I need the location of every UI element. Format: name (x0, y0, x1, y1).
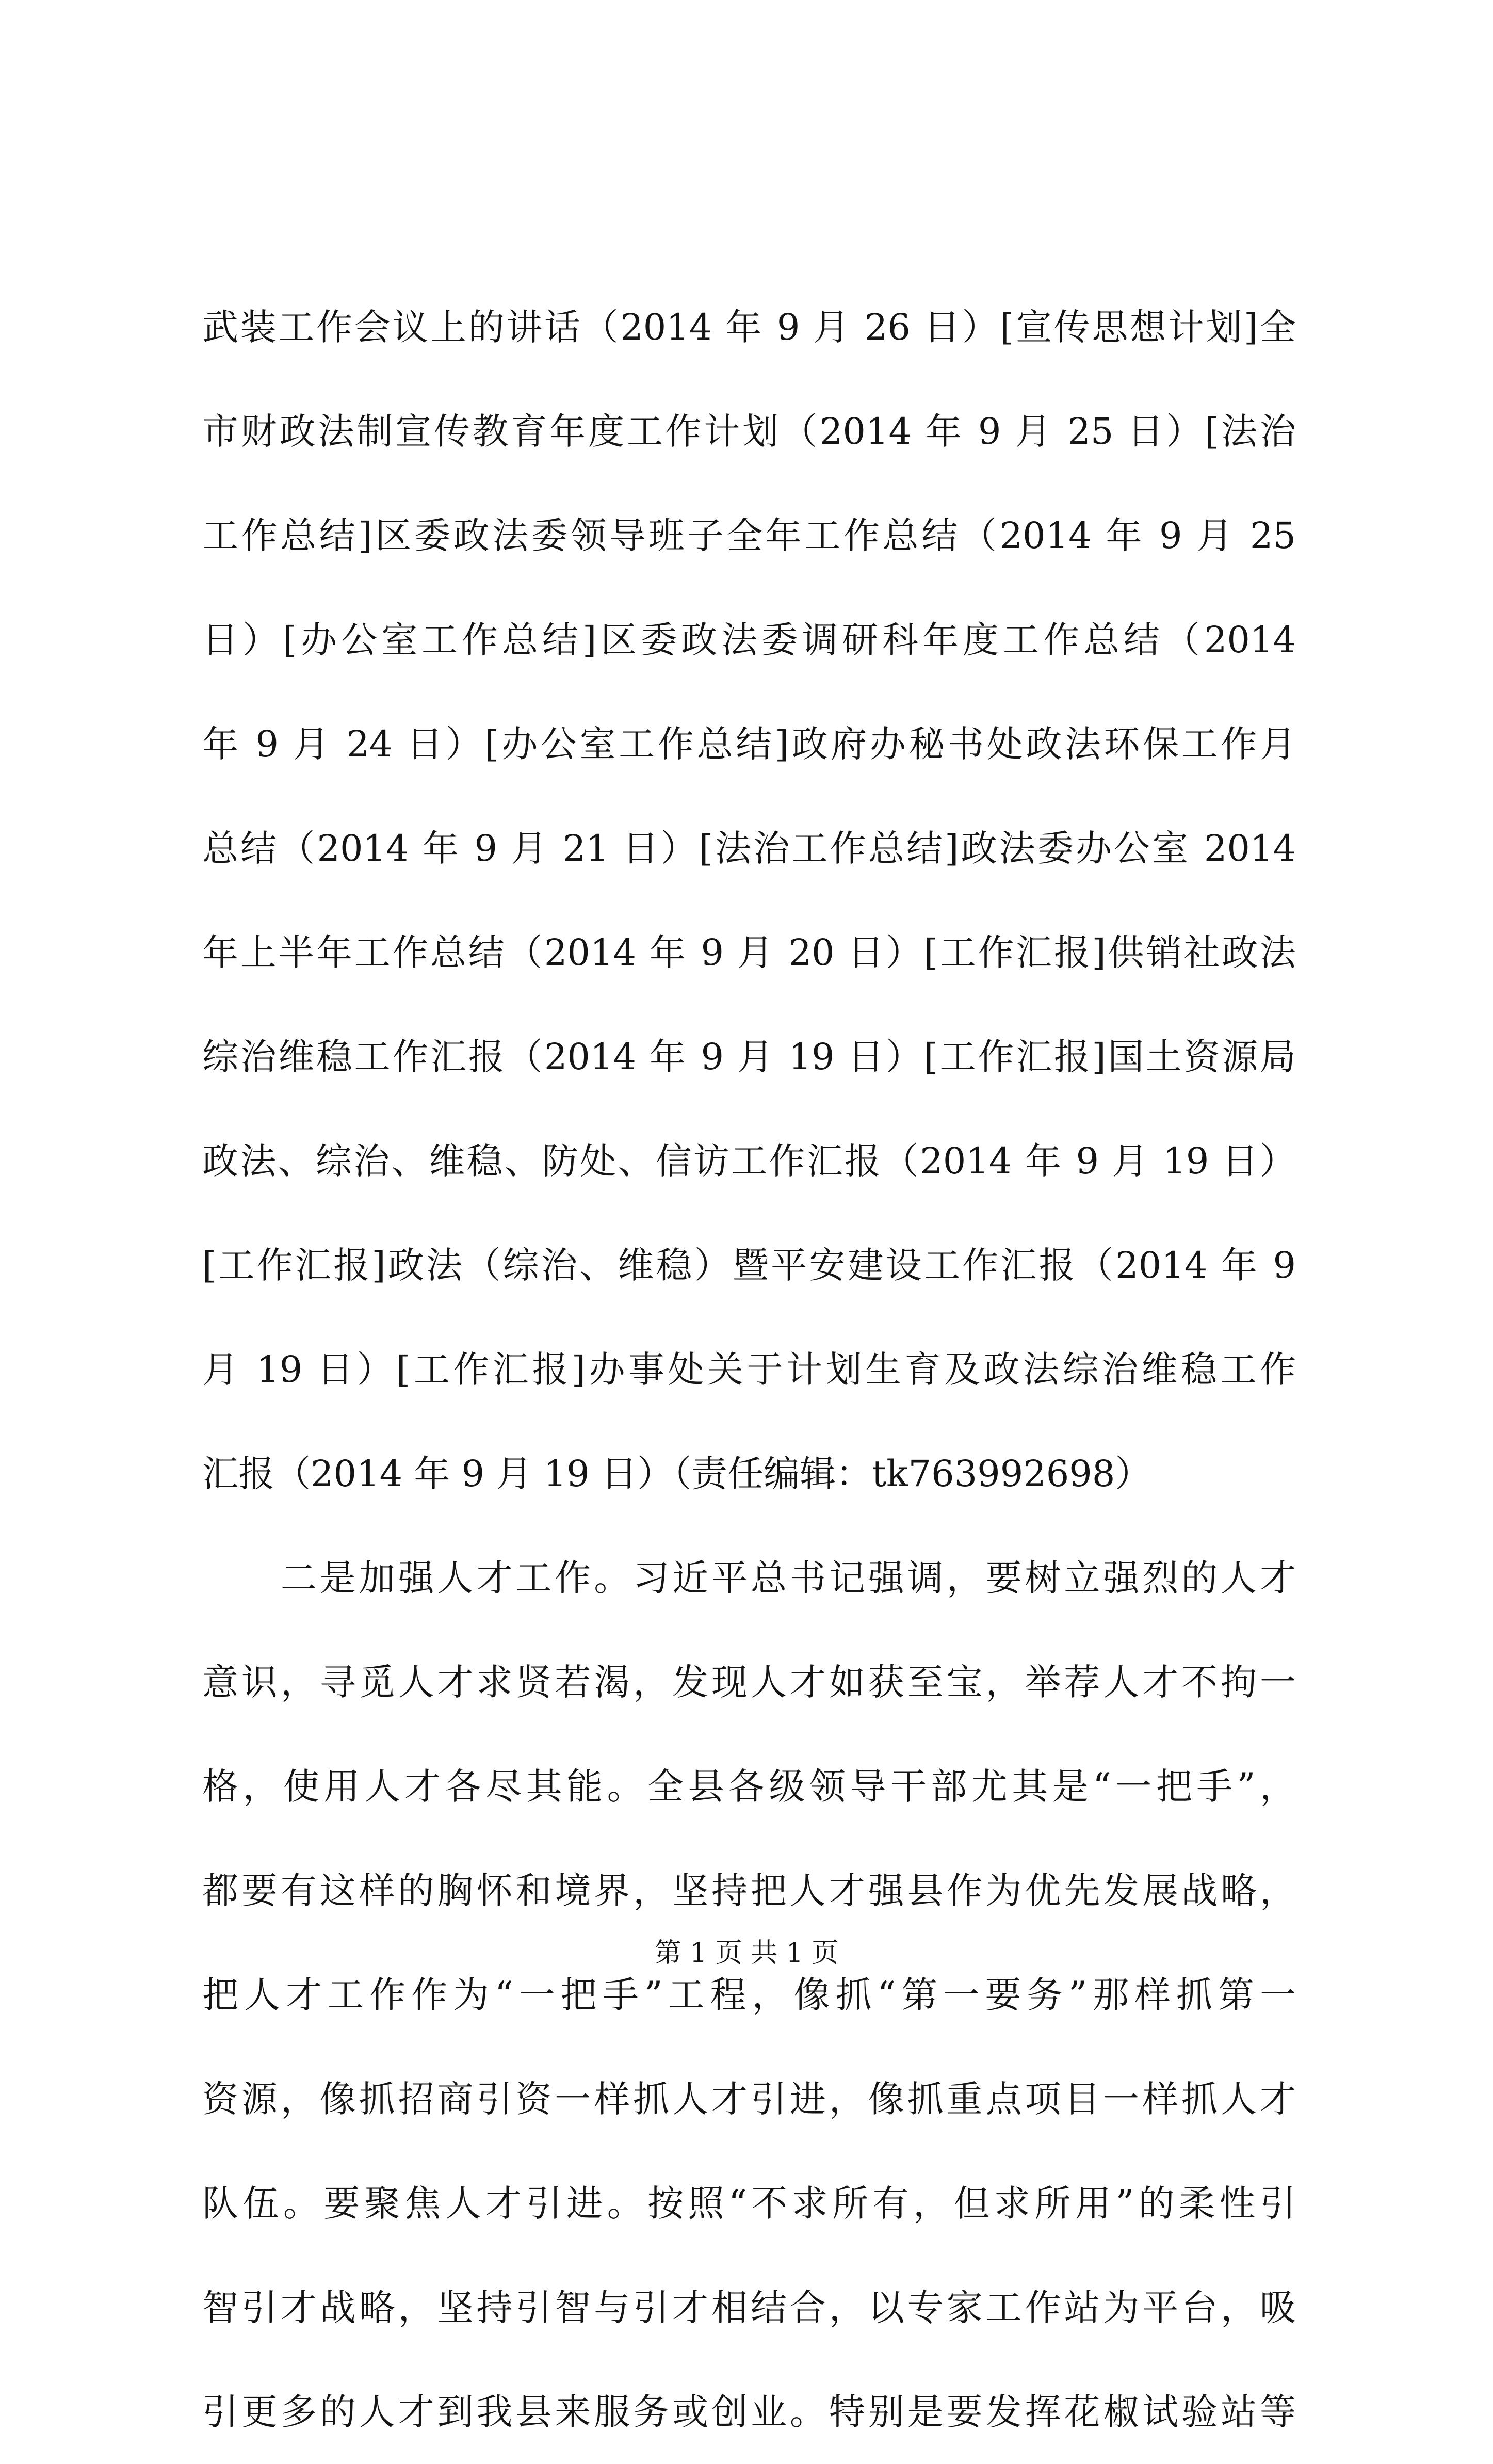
text-line: [工作汇报]政法（综治、维稳）暨平安建设工作汇报（2014 年 9 (202, 1244, 1296, 1286)
page-footer: 第 1 页 共 1 页 (654, 1938, 839, 1969)
text-line: 格，使用人才各尽其能。全县各级领导干部尤其是“一把手”， (202, 1765, 1296, 1808)
text-line: 总结（2014 年 9 月 21 日）[法治工作总结]政法委办公室 2014 (202, 827, 1296, 869)
text-line: 智引才战略，坚持引智与引才相结合，以专家工作站为平台，吸 (202, 2286, 1296, 2329)
text-line: 年 9 月 24 日）[办公室工作总结]政府办秘书处政法环保工作月 (202, 723, 1296, 765)
paragraph-first-line: 二是加强人才工作。习近平总书记强调，要树立强烈的人才 (202, 1557, 1296, 1599)
text-line: 市财政法制宣传教育年度工作计划（2014 年 9 月 25 日）[法治 (202, 410, 1296, 453)
text-line: 政法、综治、维稳、防处、信访工作汇报（2014 年 9 月 19 日） (202, 1140, 1296, 1182)
text-line: 汇报（2014 年 9 月 19 日）（责任编辑：tk763992698） (202, 1453, 1151, 1495)
text-line: 工作总结]区委政法委领导班子全年工作总结（2014 年 9 月 25 (202, 514, 1296, 557)
text-line: 武装工作会议上的讲话（2014 年 9 月 26 日）[宣传思想计划]全 (202, 306, 1296, 348)
text-line: 把人才工作作为“一把手”工程，像抓“第一要务”那样抓第一 (202, 1974, 1296, 2016)
text-line: 意识，寻觅人才求贤若渴，发现人才如获至宝，举荐人才不拘一 (202, 1661, 1296, 1703)
text-line: 月 19 日）[工作汇报]办事处关于计划生育及政法综治维稳工作 (202, 1348, 1296, 1391)
text-line: 队伍。要聚焦人才引进。按照“不求所有，但求所用”的柔性引 (202, 2182, 1296, 2225)
text-line: 资源，像抓招商引资一样抓人才引进，像抓重点项目一样抓人才 (202, 2078, 1296, 2120)
text-line: 年上半年工作总结（2014 年 9 月 20 日）[工作汇报]供销社政法 (202, 931, 1296, 974)
text-line: 日）[办公室工作总结]区委政法委调研科年度工作总结（2014 (202, 619, 1296, 661)
text-line: 综治维稳工作汇报（2014 年 9 月 19 日）[工作汇报]国土资源局 (202, 1036, 1296, 1078)
text-line: 引更多的人才到我县来服务或创业。特别是要发挥花椒试验站等 (202, 2391, 1296, 2433)
body-text (202, 275, 1296, 2464)
text-line: 都要有这样的胸怀和境界，坚持把人才强县作为优先发展战略， (202, 1870, 1296, 1912)
